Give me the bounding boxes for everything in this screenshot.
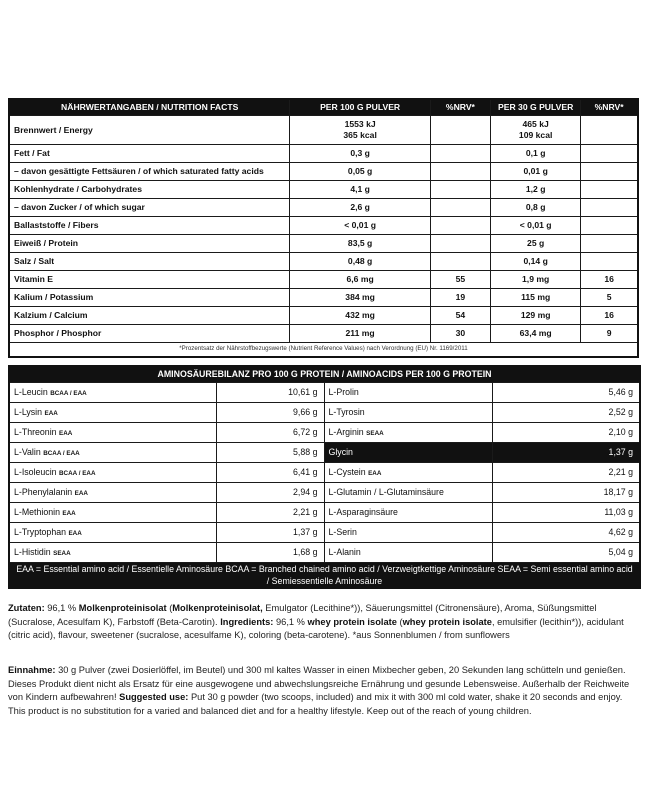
amino-name-text: L-Tryptophan [14,526,66,537]
nutrient-nrv30: 16 [581,307,638,325]
amino-name [9,543,216,563]
amino-tag: EAA [368,469,382,477]
amino-tag: EAA [68,529,82,537]
amino-row [9,543,640,563]
amino-name [324,483,492,503]
amino-name [324,443,492,463]
amino-name [9,463,216,483]
ingredients-text: ( [166,603,173,613]
nutrition-facts-table [8,98,639,358]
nutrient-nrv100 [430,181,490,199]
amino-name [324,523,492,543]
amino-name-text: L-Tyrosin [328,407,365,418]
nutrient-nrv100 [430,235,490,253]
amino-row [9,403,640,423]
nutrient-nrv30: 16 [581,271,638,289]
amino-row [9,443,640,463]
nutrient-nrv100 [430,253,490,271]
amino-name-text: L-Serin [328,527,357,538]
amino-value: 2,21 g [492,463,640,483]
nutrition-row [9,199,638,217]
nutrient-nrv100: 30 [430,325,490,343]
nutrient-nrv100: 19 [430,289,490,307]
amino-value: 6,72 g [216,423,324,443]
amino-name [9,483,216,503]
nutrient-nrv30: 5 [581,289,638,307]
amino-value: 4,62 g [492,523,640,543]
nutrition-row [9,271,638,289]
nutrient-name: Ballaststoffe / Fibers [9,217,290,235]
amino-legend: EAA = Essential amino acid / Essentielle Aminosäure BCAA = Branched chained amino acid / Verzweigtkettige Aminosäure SEAA = Semi essential amino acid / Semiessentielle Aminosäure [9,563,640,589]
amino-name [324,543,492,563]
nutrient-name: Eiweiß / Protein [9,235,290,253]
ingredients-bold: whey protein isolate [402,616,492,627]
amino-name-text: Glycin [328,447,353,458]
nutrient-nrv30 [581,199,638,217]
amino-name-text: L-Methionin [14,506,60,517]
amino-header-row [9,366,640,383]
amino-value: 2,52 g [492,403,640,423]
amino-name-text: L-Threonin [14,426,57,437]
amino-row [9,383,640,403]
amino-name-text: L-Histidin [14,546,51,557]
nutrient-nrv100: 55 [430,271,490,289]
amino-value: 5,46 g [492,383,640,403]
amino-value: 9,66 g [216,403,324,423]
nutrient-name: Phosphor / Phosphor [9,325,290,343]
nutrient-nrv100 [430,199,490,217]
amino-tag: BCAA / EAA [50,389,87,397]
nutrient-per30: 1,9 mg [491,271,581,289]
ingredients-text: ( [396,616,403,627]
energy-per100-kj: 1553 kJ [344,119,376,129]
amino-name-text: L-Prolin [328,387,359,398]
amino-name-text: L-Valin [14,446,41,457]
ingredients-text: , emulsifier (lecithin*)), acidulant (citric acid), flavour, sweetener (sucralose, acesulfame K), coloring (beta-carotene). *aus Sonnenblumen / from sunflowers [8,616,624,641]
amino-name-text: L-Phenylalanin [14,486,73,497]
nutrient-per100 [290,116,430,145]
nutrition-row [9,307,638,325]
nutrient-per30: 115 mg [491,289,581,307]
amino-name [324,403,492,423]
usage-paragraph [8,664,638,718]
nutrient-per30: < 0,01 g [491,217,581,235]
amino-value: 1,68 g [216,543,324,563]
amino-value: 6,41 g [216,463,324,483]
amino-name [9,443,216,463]
usage-label-de: Einnahme: [8,665,56,675]
nutrient-name: Salz / Salt [9,253,290,271]
nutrient-name: Kohlenhydrate / Carbohydrates [9,181,290,199]
amino-name [324,383,492,403]
amino-name [9,403,216,423]
nutrient-per100: 384 mg [290,289,430,307]
nutrient-per30: 0,14 g [491,253,581,271]
nutrition-row [9,289,638,307]
nutrient-per100: 2,6 g [290,199,430,217]
nutrient-name: – davon gesättigte Fettsäuren / of which saturated fatty acids [9,163,290,181]
nutrient-per100: 432 mg [290,307,430,325]
nutrient-per30: 63,4 mg [491,325,581,343]
nutrient-per100: 211 mg [290,325,430,343]
nutrient-name: Kalium / Potassium [9,289,290,307]
amino-name-text: L-Asparaginsäure [328,507,398,518]
nutrition-col-nrv100-header: %NRV* [430,99,490,116]
nutrient-per100: < 0,01 g [290,217,430,235]
nutrition-row [9,163,638,181]
nutrition-row-energy [9,116,638,145]
label-panel [8,98,639,589]
nutrition-col-per30-header: PER 30 G PULVER [491,99,581,116]
amino-tag: EAA [44,409,58,417]
amino-value: 5,04 g [492,543,640,563]
amino-value: 1,37 g [492,443,640,463]
amino-value: 2,21 g [216,503,324,523]
nutrient-per100: 0,3 g [290,145,430,163]
amino-tag: BCAA / EAA [43,449,80,457]
nutrient-nrv100 [430,217,490,235]
nutrient-nrv30 [581,145,638,163]
amino-tag: BCAA / EAA [59,469,96,477]
amino-tag: EAA [59,429,73,437]
nutrition-row [9,181,638,199]
nutrient-name: Kalzium / Calcium [9,307,290,325]
nutrient-per30: 0,01 g [491,163,581,181]
ingredients-text: Emulgator (Lecithine*)), Säuerungsmittel (Citronensäure), Aroma, Süßungsmittel (Sucralose, Acesulfam K), Farbstoff (Beta-Carotin). [8,603,597,627]
ingredients-bold: Molkenproteinisolat [78,603,167,613]
nutrient-per100: 4,1 g [290,181,430,199]
nutrition-row [9,217,638,235]
nutrition-row [9,325,638,343]
amino-legend-row [9,563,640,589]
amino-header: AMINOSÄUREBILANZ PRO 100 G PROTEIN / AMINOACIDS PER 100 G PROTEIN [9,366,640,383]
nutrition-footnote-row [9,343,638,358]
amino-tag: EAA [74,489,88,497]
ingredients-bold: Molkenproteinisolat, [172,603,263,613]
nutrient-nrv30: 9 [581,325,638,343]
amino-tag: EAA [62,509,76,517]
amino-name [324,423,492,443]
nutrient-name: Brennwert / Energy [9,116,290,145]
amino-tag: SEAA [53,549,71,557]
nutrient-nrv30 [581,116,638,145]
amino-row [9,523,640,543]
nutrient-nrv100 [430,116,490,145]
nutrient-per30: 0,1 g [491,145,581,163]
amino-name [9,503,216,523]
nutrient-per30 [491,116,581,145]
amino-row [9,503,640,523]
nutrient-nrv30 [581,235,638,253]
amino-value: 5,88 g [216,443,324,463]
ingredients-text: 96,1 % [273,616,308,627]
amino-value: 1,37 g [216,523,324,543]
usage-text: Put 30 g powder (two scoops, included) and mix it with 300 ml cold water, shake it 20 seconds and enjoy. This product is no substitution for a varied and balanced diet and for a healthy lifestyle. Keep out of the reach of young children. [8,692,623,716]
ingredients-label-en: Ingredients: [220,616,274,627]
amino-tag: SEAA [366,429,384,437]
nutrition-header-row [9,99,638,116]
amino-row [9,483,640,503]
nutrient-nrv30 [581,217,638,235]
nutrient-nrv30 [581,181,638,199]
nutrition-row [9,253,638,271]
amino-row [9,463,640,483]
nutrient-nrv100: 54 [430,307,490,325]
amino-name-text: L-Glutamin / L-Glutaminsäure [328,487,444,498]
amino-name [9,523,216,543]
nutrient-name: – davon Zucker / of which sugar [9,199,290,217]
amino-value: 2,10 g [492,423,640,443]
nutrient-per100: 6,6 mg [290,271,430,289]
nutrition-row [9,145,638,163]
nutrient-name: Fett / Fat [9,145,290,163]
ingredients-text: 96,1 % [44,603,79,613]
nutrition-row [9,235,638,253]
nutrient-nrv100 [430,145,490,163]
amino-name-text: L-Leucin [14,386,48,397]
energy-per30-kj: 465 kJ [522,119,549,129]
amino-name [9,423,216,443]
amino-name-text: L-Cystein [328,466,366,477]
nutrient-nrv30 [581,253,638,271]
ingredients-bold: whey protein isolate [307,616,397,627]
amino-acid-table [8,365,641,589]
nutrient-nrv30 [581,163,638,181]
energy-per100-kcal: 365 kcal [343,130,377,140]
nutrient-per100: 0,48 g [290,253,430,271]
amino-value: 10,61 g [216,383,324,403]
amino-name-text: L-Lysin [14,406,43,417]
nutrition-col-nrv30-header: %NRV* [581,99,638,116]
ingredients-label-de: Zutaten: [8,603,45,613]
amino-name-text: L-Arginin [328,426,364,437]
amino-name [324,463,492,483]
nrv-footnote: *Prozentsatz der Nährstoffbezugswerte (Nutrient Reference Values) nach Verordnung (EU) Nr. 1169/2011 [179,345,468,353]
nutrient-per30: 1,2 g [491,181,581,199]
nutrition-col-per100-header: PER 100 G PULVER [290,99,430,116]
nutrition-col-name-header: NÄHRWERTANGABEN / NUTRITION FACTS [9,99,290,116]
nutrient-per30: 129 mg [491,307,581,325]
nutrient-per30: 0,8 g [491,199,581,217]
ingredients-paragraph [8,602,638,643]
nutrient-nrv100 [430,163,490,181]
amino-row [9,423,640,443]
nutrient-per30: 25 g [491,235,581,253]
amino-name-text: L-Alanin [328,547,361,558]
amino-name [324,503,492,523]
nutrient-name: Vitamin E [9,271,290,289]
usage-text: 30 g Pulver (zwei Dosierlöffel, im Beutel) und 300 ml kaltes Wasser in einen Mixbecher geben, 20 Sekunden lang schütteln und genießen. Dieses Produkt dient nicht als Ersatz für eine ausgewogene und abwechslungsreiche Ernährung und gesunde Lebensweise. Außerhalb der Reichweite von Kindern aufbewahren! [8,665,630,703]
nutrient-per100: 0,05 g [290,163,430,181]
amino-name-text: L-Isoleucin [14,466,57,477]
amino-value: 2,94 g [216,483,324,503]
usage-label-en: Suggested use: [119,692,189,703]
amino-value: 18,17 g [492,483,640,503]
amino-name [9,383,216,403]
nutrient-per100: 83,5 g [290,235,430,253]
amino-value: 11,03 g [492,503,640,523]
energy-per30-kcal: 109 kcal [518,130,553,140]
